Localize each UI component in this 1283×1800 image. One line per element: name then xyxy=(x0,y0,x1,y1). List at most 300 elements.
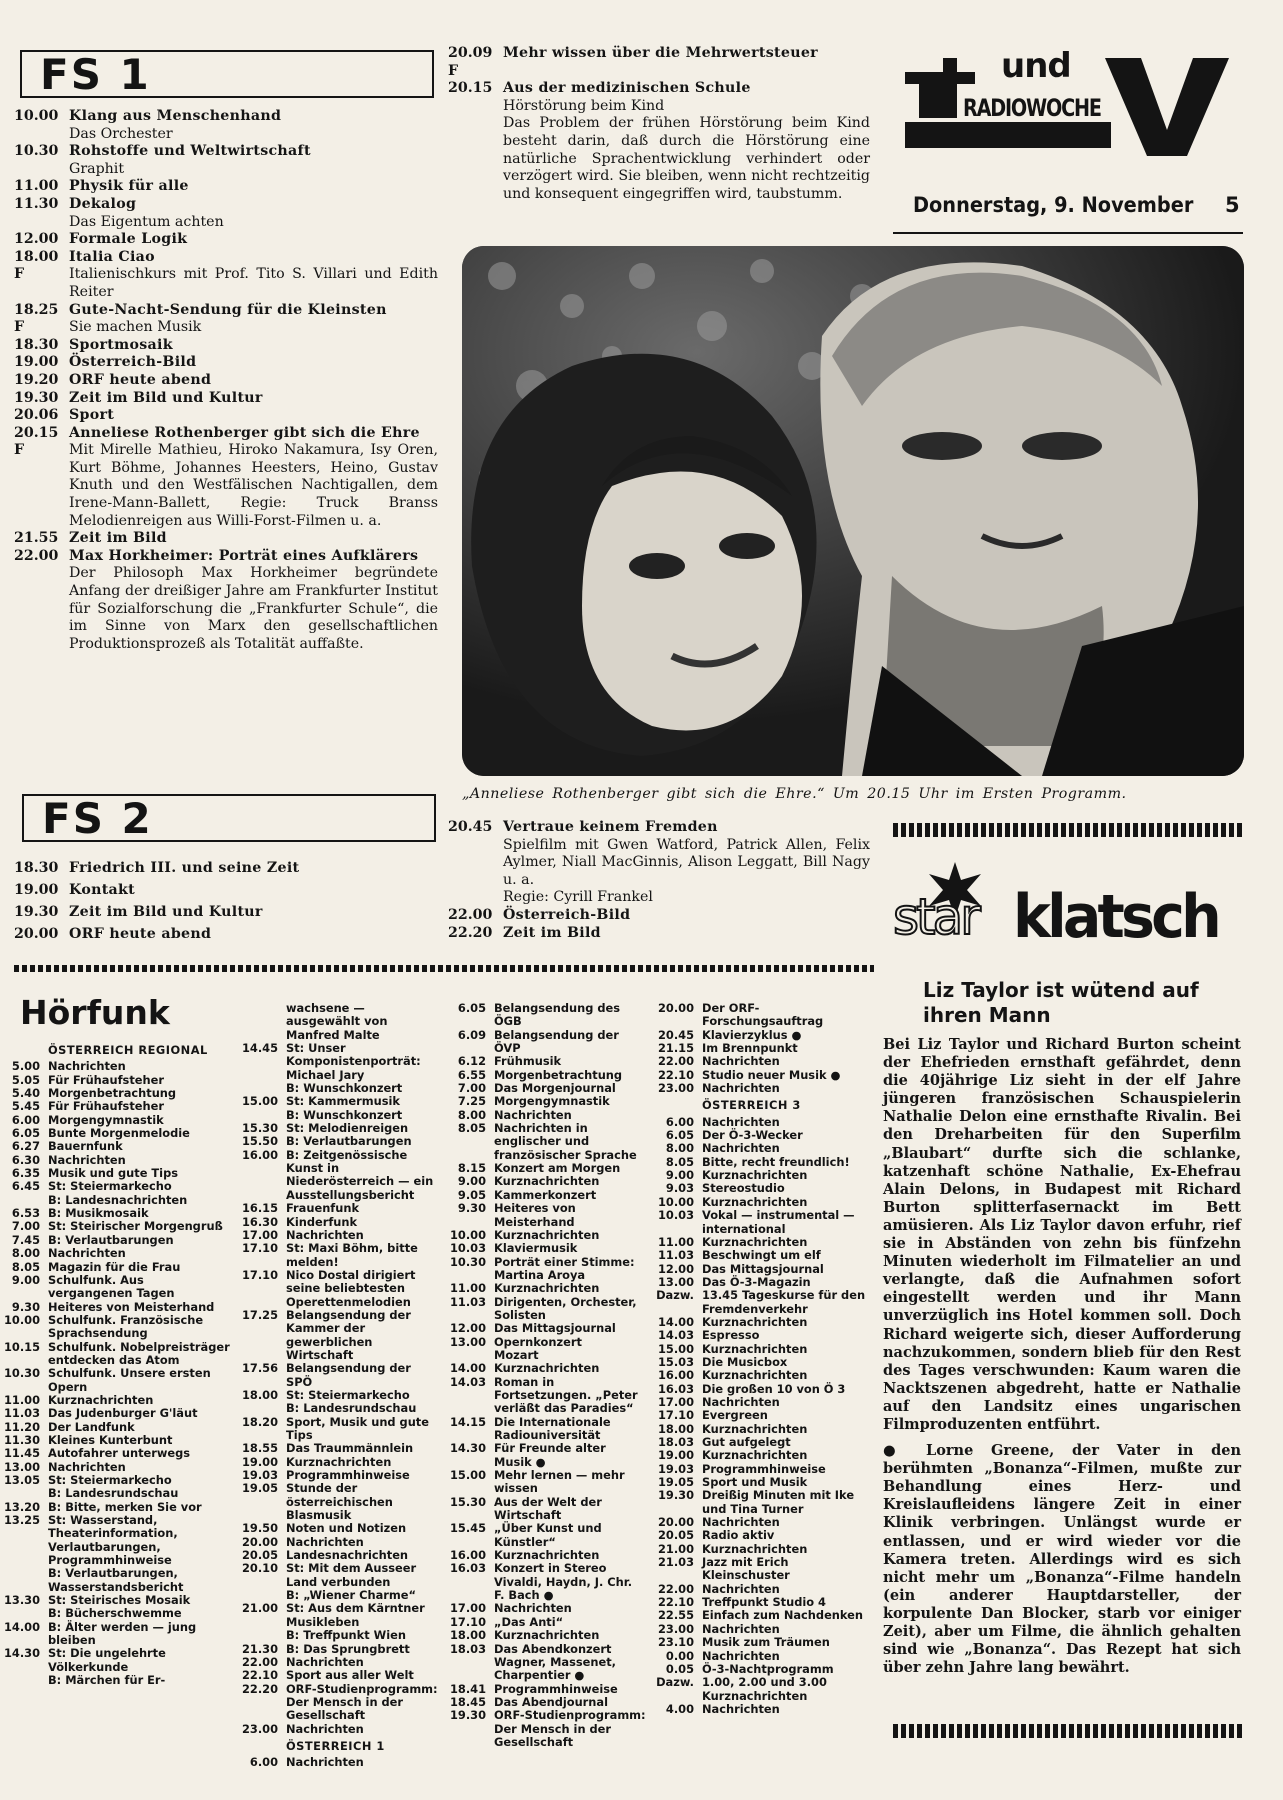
program-time-col xyxy=(14,901,69,923)
radio-title: Frühmusik xyxy=(494,1054,562,1069)
radio-time: 14.15 xyxy=(449,1414,486,1429)
radio-title: Radio aktiv xyxy=(702,1528,775,1543)
program-row xyxy=(14,548,438,654)
radio-title: Kurznachrichten xyxy=(494,1628,600,1643)
radio-row xyxy=(654,1556,880,1583)
radio-row xyxy=(654,1543,880,1556)
radio-time: 18.03 xyxy=(657,1435,694,1449)
radio-time: 10.03 xyxy=(449,1241,486,1256)
radio-time: 7.25 xyxy=(457,1094,486,1109)
radio-time: 17.10 xyxy=(449,1614,486,1629)
radio-time: 6.09 xyxy=(457,1027,486,1042)
radio-time: 23.10 xyxy=(657,1635,694,1650)
program-row xyxy=(14,143,438,178)
radio-row xyxy=(446,1162,646,1175)
radio-title: Die großen 10 von Ö 3 xyxy=(702,1381,846,1396)
radio-row xyxy=(654,1249,880,1262)
program-time-col xyxy=(14,337,69,355)
radio-title: Magazin für die Frau xyxy=(48,1259,181,1274)
radio-row xyxy=(446,1229,646,1242)
radio-row xyxy=(238,1669,438,1682)
radio-time: 10.03 xyxy=(657,1208,694,1223)
radio-time: 6.27 xyxy=(11,1139,40,1154)
radio-row xyxy=(654,1516,880,1529)
radio-row xyxy=(0,1074,232,1087)
radio-title: Kurznachrichten xyxy=(702,1168,808,1183)
radio-time: 8.15 xyxy=(457,1161,486,1176)
radio-time: 8.00 xyxy=(665,1141,694,1156)
radio-row xyxy=(654,1055,880,1068)
program-title: ORF heute abend xyxy=(69,371,212,388)
radio-time: 19.00 xyxy=(241,1454,278,1469)
radio-time: 9.00 xyxy=(665,1168,694,1183)
program-body xyxy=(69,302,438,337)
radio-row xyxy=(238,1149,438,1202)
program-desc: Der Philosoph Max Horkheimer begründete Anfang der dreißiger Jahre am Frankfurter Institut für Sozialforschung die „Frankfurter Schule“, die im Sinne von Marx den gesellschaftlichen Produktionsprozeß als Totalität auffaßte. xyxy=(69,565,438,652)
radio-row xyxy=(654,1002,880,1029)
radio-row xyxy=(654,1489,880,1516)
radio-row xyxy=(0,1261,232,1274)
radio-title: ORF-Studienprogramm: Der Mensch in der Gesellschaft xyxy=(286,1681,438,1723)
radio-title: Schulfunk. Französische Sprachsendung xyxy=(48,1312,204,1341)
radio-time: 20.00 xyxy=(657,1001,694,1015)
radio-title: Belangsendung des ÖGB xyxy=(494,1001,621,1029)
radio-row xyxy=(446,1643,646,1683)
radio-title: Nachrichten xyxy=(286,1227,364,1242)
radio-row xyxy=(654,1236,880,1249)
radio-time: 14.03 xyxy=(657,1328,694,1343)
radio-time: 19.05 xyxy=(657,1475,694,1490)
radio-title: Für Frühaufsteher xyxy=(48,1099,164,1114)
radio-time: 15.03 xyxy=(657,1354,694,1369)
radio-time: 8.00 xyxy=(457,1107,486,1122)
radio-title: Espresso xyxy=(702,1328,760,1343)
radio-title: Konzert in Stereo Vivaldi, Haydn, J. Chr. F. Bach ● xyxy=(494,1561,633,1603)
radio-title: Im Brennpunkt xyxy=(702,1041,798,1056)
radio-row xyxy=(238,1309,438,1362)
radio-time: 19.50 xyxy=(241,1521,278,1536)
radio-title: Kurznachrichten xyxy=(494,1361,600,1376)
radio-title: Der Ö-3-Wecker xyxy=(702,1128,803,1143)
page-number: 5 xyxy=(1225,193,1240,217)
radio-section-heading: ÖSTERREICH 3 xyxy=(702,1098,801,1113)
program-time: 18.30 xyxy=(14,860,59,876)
program-time: 22.00 xyxy=(14,547,59,564)
radio-row xyxy=(0,1647,232,1687)
program-time: 19.20 xyxy=(14,371,59,388)
radio-time: 15.30 xyxy=(241,1121,278,1136)
program-body xyxy=(503,45,870,80)
radio-time: 14.45 xyxy=(241,1041,278,1056)
radio-row xyxy=(446,1696,646,1709)
program-title: Anneliese Rothenberger gibt sich die Ehre xyxy=(69,424,420,441)
radio-title: Kurznachrichten xyxy=(494,1227,600,1242)
radio-row xyxy=(238,1095,438,1122)
radio-row xyxy=(238,1229,438,1242)
radio-row xyxy=(654,1042,880,1055)
radio-title: Gut aufgelegt xyxy=(702,1435,791,1449)
radio-time: 22.10 xyxy=(657,1067,694,1082)
radio-row xyxy=(446,1602,646,1615)
radio-time: 20.00 xyxy=(657,1515,694,1530)
radio-row xyxy=(238,1522,438,1535)
radio-time: 13.00 xyxy=(449,1334,486,1349)
radio-row xyxy=(654,1169,880,1182)
radio-title: Bauernfunk xyxy=(48,1139,123,1154)
radio-row xyxy=(446,1562,646,1602)
radio-time: 16.00 xyxy=(657,1368,694,1383)
radio-title: Kurznachrichten xyxy=(702,1421,808,1436)
radio-row xyxy=(238,1482,438,1522)
radio-time: 9.30 xyxy=(457,1201,486,1216)
radio-title: Stereostudio xyxy=(702,1181,785,1196)
program-title: Gute-Nacht-Sendung für die Kleinsten xyxy=(69,301,387,318)
program-body xyxy=(503,907,870,925)
program-body xyxy=(503,819,870,907)
program-row xyxy=(448,907,870,925)
radio-time: 14.00 xyxy=(657,1314,694,1329)
radio-time: 12.00 xyxy=(657,1261,694,1276)
radio-row xyxy=(654,1156,880,1169)
program-flag: F xyxy=(14,319,25,336)
photo-caption: „Anneliese Rothenberger gibt sich die Ehre.“ Um 20.15 Uhr im Ersten Programm. xyxy=(462,786,1127,802)
radio-row xyxy=(654,1343,880,1356)
radio-row xyxy=(654,1596,880,1609)
program-desc: Spielfilm mit Gwen Watford, Patrick Allen, Felix Aylmer, Niall MacGinnis, Alison Leggatt, Bill Nagy u. a. Regie: Cyrill Frankel xyxy=(503,836,870,906)
program-time-col xyxy=(14,548,69,654)
radio-time: 10.30 xyxy=(449,1254,486,1269)
radio-time: 15.00 xyxy=(241,1094,278,1109)
radio-time: 17.10 xyxy=(241,1267,278,1282)
radio-time: 21.30 xyxy=(241,1641,278,1656)
radio-row xyxy=(446,1202,646,1229)
radio-time: 6.30 xyxy=(11,1152,40,1167)
radio-title: Studio neuer Musik ● xyxy=(702,1067,841,1082)
program-time-col xyxy=(14,390,69,408)
radio-row xyxy=(238,1562,438,1602)
radio-title: Noten und Notizen xyxy=(286,1521,407,1536)
program-body xyxy=(69,407,438,425)
radio-title: Einfach zum Nachdenken xyxy=(702,1608,864,1623)
radio-time: 15.00 xyxy=(657,1341,694,1356)
radio-row xyxy=(446,1189,646,1202)
radio-time: 6.12 xyxy=(457,1054,486,1069)
hoerfunk-column-4 xyxy=(654,1002,880,1716)
radio-title: B: Älter werden — jung bleiben xyxy=(48,1619,197,1648)
radio-time: 7.00 xyxy=(11,1219,40,1234)
radio-row xyxy=(238,1656,438,1669)
radio-row xyxy=(238,1442,438,1455)
program-desc: Italienischkurs mit Prof. Tito S. Villari und Edith Reiter xyxy=(69,266,438,300)
program-title: Mehr wissen über die Mehrwertsteuer xyxy=(503,45,818,61)
fs1-label: FS 1 xyxy=(40,50,151,99)
radio-row xyxy=(446,1256,646,1283)
program-body xyxy=(69,143,438,178)
radio-title: Sport und Musik xyxy=(702,1475,808,1490)
radio-time: 5.05 xyxy=(11,1072,40,1087)
radio-row xyxy=(446,1709,646,1749)
radio-title: Nachrichten xyxy=(286,1755,364,1770)
program-row xyxy=(14,425,438,531)
radio-title: Kurznachrichten xyxy=(286,1454,392,1469)
radio-title: Belangsendung der SPÖ xyxy=(286,1361,411,1389)
radio-title: Mozart xyxy=(494,1347,539,1362)
program-flag: F xyxy=(448,62,459,79)
radio-row xyxy=(654,1029,880,1042)
radio-title: St: Steiermarkecho B: Landesnachrichten xyxy=(48,1179,188,1207)
radio-row xyxy=(446,1029,646,1056)
radio-row xyxy=(0,1447,232,1460)
program-time-col xyxy=(14,249,69,302)
radio-time: 16.15 xyxy=(241,1201,278,1216)
radio-title: ORF-Studienprogramm: Der Mensch in der Gesellschaft xyxy=(494,1708,646,1749)
radio-title: Kleines Kunterbunt xyxy=(48,1432,173,1447)
radio-row xyxy=(654,1676,880,1703)
radio-row xyxy=(654,1423,880,1436)
radio-time: 20.05 xyxy=(657,1528,694,1543)
radio-time: 19.30 xyxy=(449,1708,486,1723)
radio-title: St: Steirischer Morgengruß xyxy=(48,1219,223,1234)
program-time-col xyxy=(448,80,503,203)
starklatsch-article xyxy=(883,1036,1241,1677)
fs2-label: FS 2 xyxy=(42,794,153,843)
radio-time: 16.03 xyxy=(449,1561,486,1576)
radio-title: Das Judenburger G'läut xyxy=(48,1406,198,1421)
radio-time: 11.45 xyxy=(3,1446,40,1461)
program-time: 18.30 xyxy=(14,336,59,353)
radio-time: 17.10 xyxy=(241,1241,278,1256)
radio-time: 21.03 xyxy=(657,1555,694,1570)
fs2-header-box xyxy=(22,794,436,842)
radio-title: Bunte Morgenmelodie xyxy=(48,1126,190,1141)
radio-time: 6.00 xyxy=(11,1112,40,1127)
program-time: 10.30 xyxy=(14,143,59,160)
radio-title: Kurznachrichten xyxy=(702,1368,808,1383)
program-desc: Mit Mirelle Mathieu, Hiroko Nakamura, Isy Oren, Kurt Böhme, Johannes Heesters, Heino, Gustav Knuth und den Westfälischen Nachtigallen, dem Irene-Mann-Ballett, Regie: Truck Branss Melodienreigen aus Willi-Forst-Filmen u. a. xyxy=(69,442,438,529)
radio-title: St: Aus dem Kärntner Musikleben B: Treffpunkt Wien xyxy=(286,1601,425,1643)
photo-rothenberger xyxy=(462,246,1244,776)
radio-time: 20.10 xyxy=(241,1561,278,1576)
radio-time: 10.15 xyxy=(3,1339,40,1354)
tv-radiowoche-logo xyxy=(905,46,1245,162)
radio-row xyxy=(654,1289,880,1316)
radio-title: Nachrichten in englischer und französischer Sprache xyxy=(494,1121,637,1162)
program-time-col xyxy=(14,108,69,143)
program-title: Formale Logik xyxy=(69,231,188,248)
radio-row xyxy=(238,1416,438,1443)
radio-time: 18.03 xyxy=(449,1641,486,1656)
radio-row xyxy=(446,1549,646,1562)
radio-time: Dazw. xyxy=(656,1288,694,1303)
radio-time: 10.00 xyxy=(3,1312,40,1327)
program-desc: Graphit xyxy=(69,160,125,177)
radio-title: St: Steiermarkecho B: Landesrundschau xyxy=(286,1387,417,1416)
radio-title: Nachrichten xyxy=(702,1394,780,1409)
logo-radiowoche: RADIOWOCHE xyxy=(963,94,1101,122)
radio-title: Nachrichten xyxy=(48,1459,126,1474)
radio-title: Das Mittagsjournal xyxy=(494,1321,616,1336)
radio-row xyxy=(0,1234,232,1247)
radio-time: 14.30 xyxy=(449,1441,486,1456)
radio-title: St: Kammermusik B: Wunschkonzert xyxy=(286,1094,403,1122)
program-body xyxy=(69,231,438,249)
radio-time: 19.03 xyxy=(657,1461,694,1476)
radio-time: 22.10 xyxy=(657,1595,694,1610)
program-time: 10.00 xyxy=(14,108,59,124)
radio-title: B: Bitte, merken Sie vor xyxy=(48,1499,202,1514)
radio-row xyxy=(446,1416,646,1443)
program-row xyxy=(14,354,438,372)
radio-row xyxy=(654,1369,880,1382)
radio-time: 21.15 xyxy=(657,1041,694,1056)
radio-title: Klavierzyklus ● xyxy=(702,1027,802,1042)
radio-time: 8.05 xyxy=(457,1121,486,1136)
radio-time: 18.41 xyxy=(449,1681,486,1696)
radio-time: 22.20 xyxy=(241,1681,278,1696)
radio-row xyxy=(446,1683,646,1696)
radio-time: 17.00 xyxy=(241,1227,278,1242)
radio-row xyxy=(0,1207,232,1220)
radio-time: 11.00 xyxy=(657,1234,694,1249)
hoerfunk-column-3 xyxy=(446,1002,646,1749)
radio-time: 18.45 xyxy=(449,1694,486,1709)
radio-title: Vokal — instrumental — international xyxy=(702,1208,855,1236)
radio-time: 13.05 xyxy=(3,1473,40,1487)
radio-row xyxy=(238,1389,438,1416)
radio-time: 5.45 xyxy=(11,1099,40,1114)
program-title: Vertraue keinem Fremden xyxy=(503,819,718,835)
radio-time: 18.00 xyxy=(449,1628,486,1643)
program-row xyxy=(14,372,438,390)
program-time-col xyxy=(14,354,69,372)
radio-title: Autofahrer unterwegs xyxy=(48,1446,191,1461)
radio-time: 13.30 xyxy=(3,1593,40,1608)
radio-row xyxy=(0,1314,232,1341)
program-time-col xyxy=(448,45,503,80)
radio-time xyxy=(446,1349,494,1362)
program-body xyxy=(503,80,870,203)
radio-time: 23.00 xyxy=(657,1081,694,1096)
radio-row xyxy=(238,1536,438,1549)
radio-time: 0.00 xyxy=(665,1648,694,1663)
radio-row xyxy=(446,1629,646,1642)
radio-time: 20.00 xyxy=(241,1534,278,1549)
radio-title: Opernkonzert xyxy=(494,1334,582,1349)
program-body xyxy=(69,390,438,408)
radio-row xyxy=(238,1469,438,1482)
program-time-col xyxy=(14,231,69,249)
program-time: 11.30 xyxy=(14,195,59,212)
radio-row xyxy=(238,1683,438,1723)
radio-row xyxy=(0,1421,232,1434)
program-time-col xyxy=(14,143,69,178)
logo-klatsch-text: klatsch xyxy=(1013,882,1218,952)
radio-row xyxy=(654,1396,880,1409)
radio-row xyxy=(238,1269,438,1309)
radio-row xyxy=(446,1095,646,1108)
radio-section-heading: ÖSTERREICH 1 xyxy=(286,1738,385,1753)
radio-row xyxy=(238,1135,438,1148)
program-title: Rohstoffe und Weltwirtschaft xyxy=(69,143,311,160)
radio-row xyxy=(654,1276,880,1289)
program-body xyxy=(69,372,438,390)
radio-title: Nachrichten xyxy=(702,1581,780,1596)
radio-time: 11.20 xyxy=(3,1419,40,1434)
radio-time: 21.00 xyxy=(657,1541,694,1556)
radio-row xyxy=(0,1367,232,1394)
starklatsch-logo xyxy=(893,860,1243,960)
program-title: Österreich-Bild xyxy=(69,354,197,371)
program-row xyxy=(14,337,438,355)
radio-title: Morgengymnastik xyxy=(48,1112,164,1127)
program-body xyxy=(69,337,438,355)
radio-time: 8.00 xyxy=(11,1246,40,1261)
radio-title: Schulfunk. Unsere ersten Opern xyxy=(48,1366,211,1394)
radio-title: B: Verlautbarungen xyxy=(286,1134,412,1149)
radio-row xyxy=(238,1202,438,1215)
radio-title: St: Unser Komponistenporträt: Michael Jary B: Wunschkonzert xyxy=(286,1041,421,1096)
program-row xyxy=(14,530,438,548)
radio-time: 22.00 xyxy=(657,1581,694,1596)
radio-time: 9.30 xyxy=(11,1299,40,1314)
radio-time: 14.03 xyxy=(449,1374,486,1389)
radio-time: 5.00 xyxy=(11,1059,40,1074)
radio-title: Konzert am Morgen xyxy=(494,1161,621,1176)
radio-title: Nachrichten xyxy=(48,1152,126,1167)
radio-row xyxy=(0,1154,232,1167)
radio-row xyxy=(0,1501,232,1514)
radio-time: 18.00 xyxy=(657,1421,694,1436)
logo-star-text: star xyxy=(893,888,978,946)
radio-row xyxy=(654,1449,880,1462)
issue-date: Donnerstag, 9. November xyxy=(913,193,1194,217)
radio-title: Kinderfunk xyxy=(286,1214,358,1229)
radio-time: 20.45 xyxy=(657,1027,694,1042)
radio-title: Morgengymnastik xyxy=(494,1094,610,1109)
radio-row xyxy=(446,1296,646,1323)
radio-title: Heiteres von Meisterhand xyxy=(48,1299,215,1314)
radio-title: Das Ö-3-Magazin xyxy=(702,1274,811,1289)
radio-time: 10.30 xyxy=(3,1366,40,1381)
program-title: ORF heute abend xyxy=(69,926,212,942)
radio-time: 16.03 xyxy=(657,1381,694,1396)
radio-title: Musik und gute Tips xyxy=(48,1166,179,1181)
radio-row xyxy=(446,1616,646,1629)
radio-time: 9.00 xyxy=(11,1272,40,1287)
radio-time: 19.30 xyxy=(657,1488,694,1503)
radio-row xyxy=(446,1496,646,1523)
radio-time: 17.56 xyxy=(241,1361,278,1376)
radio-time: 23.00 xyxy=(241,1721,278,1736)
radio-row xyxy=(654,1209,880,1236)
radio-time: 11.30 xyxy=(3,1432,40,1447)
program-time: 18.25 xyxy=(14,301,59,318)
radio-title: Nico Dostal dirigiert seine beliebtesten Operettenmelodien xyxy=(286,1267,416,1309)
radio-title: Schulfunk. Nobelpreisträger entdecken das Atom xyxy=(48,1339,230,1367)
radio-title: St: Melodienreigen xyxy=(286,1121,409,1136)
radio-title: Nachrichten xyxy=(702,1081,780,1096)
radio-time: 11.00 xyxy=(449,1281,486,1296)
radio-title: Nachrichten xyxy=(702,1648,780,1663)
radio-row xyxy=(654,1263,880,1276)
program-desc: Sie machen Musik xyxy=(69,319,202,336)
radio-title: Dreißig Minuten mit Ike und Tina Turner xyxy=(702,1488,855,1516)
radio-time: 13.25 xyxy=(3,1513,40,1528)
radio-time: 14.00 xyxy=(449,1361,486,1376)
radio-title: Musik zum Träumen xyxy=(702,1635,830,1650)
radio-title: Stunde der österreichischen Blasmusik xyxy=(286,1481,393,1523)
radio-row xyxy=(0,1180,232,1207)
